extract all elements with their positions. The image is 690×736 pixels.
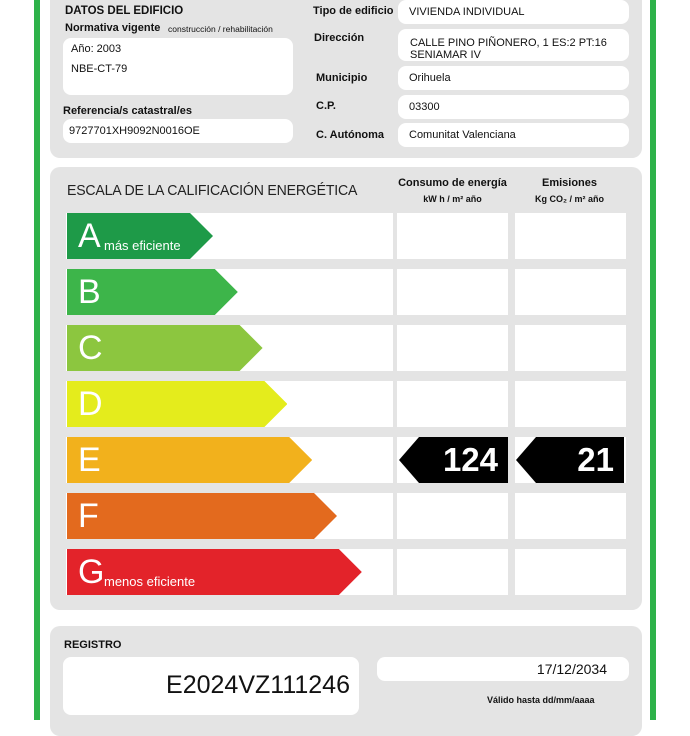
consumo-cell-g <box>397 549 508 595</box>
valid-label: Válido hasta dd/mm/aaaa <box>487 695 595 705</box>
municipio-value: Orihuela <box>409 72 451 84</box>
autonoma-label: C. Autónoma <box>316 129 385 141</box>
municipio-label: Municipio <box>316 72 368 84</box>
rating-letter-a: A <box>78 217 101 255</box>
consumo-value: 124 <box>442 441 498 478</box>
certificate-border-right <box>650 0 656 720</box>
cadastral-value: 9727701XH9092N0016OE <box>69 125 200 137</box>
rating-letter-f: F <box>78 497 99 535</box>
building-data-title: DATOS DEL EDIFICIO <box>65 5 184 17</box>
building-norm: NBE-CT-79 <box>71 63 128 75</box>
certificate-border-left <box>34 0 40 720</box>
rating-note-a: más eficiente <box>104 238 181 253</box>
emisiones-cell-b <box>515 269 626 315</box>
emisiones-header: Emisiones <box>541 177 598 189</box>
rating-letter-b: B <box>78 273 101 311</box>
cp-value: 03300 <box>409 101 440 113</box>
building-year: Año: 2003 <box>71 43 122 55</box>
rating-note-g: menos eficiente <box>104 574 196 589</box>
tipo-value: VIVIENDA INDIVIDUAL <box>409 6 525 18</box>
consumo-cell-d <box>397 381 508 427</box>
rating-bar-e <box>67 437 312 483</box>
direccion-label: Dirección <box>314 32 365 44</box>
cadastral-label: Referencia/s catastral/es <box>63 105 193 117</box>
registro-number: E2024VZ111246 <box>166 671 350 699</box>
emisiones-cell-c <box>515 325 626 371</box>
direccion-line2: SENIAMAR IV <box>410 49 481 61</box>
consumo-cell-b <box>397 269 508 315</box>
emisiones-cell-a <box>515 213 626 259</box>
consumo-header: Consumo de energía <box>398 177 507 189</box>
normativa-hint: construcción / rehabilitación <box>168 24 273 34</box>
valid-date: 17/12/2034 <box>536 661 607 677</box>
consumo-cell-f <box>397 493 508 539</box>
direccion-line1: CALLE PINO PIÑONERO, 1 ES:2 PT:16 <box>410 37 607 49</box>
emisiones-cell-f <box>515 493 626 539</box>
rating-bar-f <box>67 493 337 539</box>
emisiones-unit: Kg CO₂ / m² año <box>535 194 604 204</box>
autonoma-value: Comunitat Valenciana <box>409 129 516 141</box>
consumo-cell-a <box>397 213 508 259</box>
consumo-unit: kW h / m² año <box>423 194 482 204</box>
rating-letter-g: G <box>78 553 105 591</box>
cp-label: C.P. <box>316 100 336 112</box>
scale-title: ESCALA DE LA CALIFICACIÓN ENERGÉTICA <box>67 182 358 199</box>
emisiones-cell-d <box>515 381 626 427</box>
registro-label: REGISTRO <box>64 639 122 651</box>
rating-letter-e: E <box>78 441 101 479</box>
rating-letter-c: C <box>78 329 103 367</box>
emisiones-cell-g <box>515 549 626 595</box>
emisiones-value: 21 <box>577 441 614 478</box>
rating-letter-d: D <box>78 385 103 423</box>
tipo-label: Tipo de edificio <box>313 5 394 17</box>
consumo-cell-c <box>397 325 508 371</box>
normativa-label: Normativa vigente <box>65 22 161 34</box>
